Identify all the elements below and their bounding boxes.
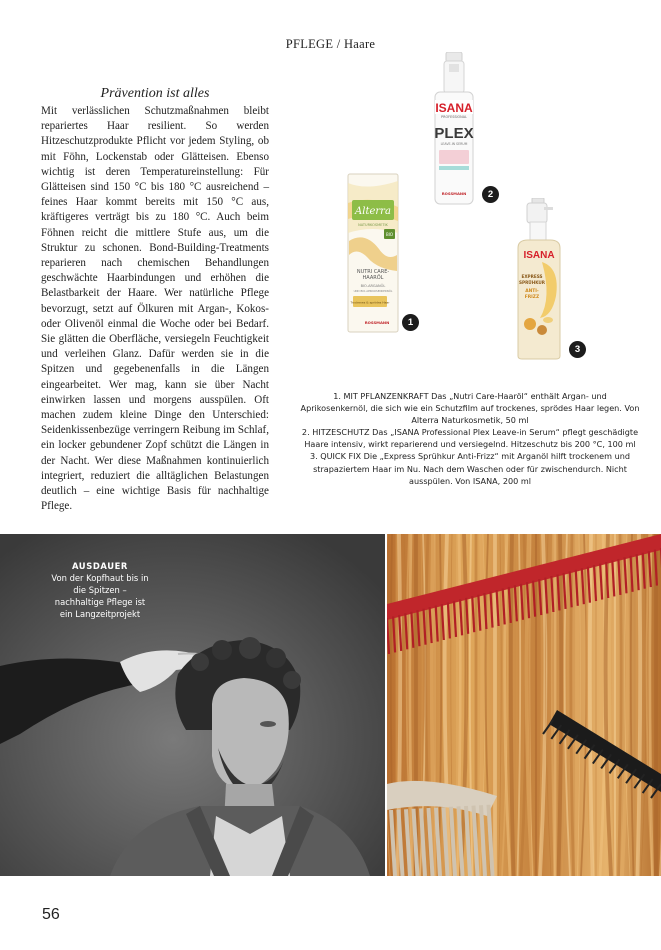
svg-text:NATURKOSMETIK: NATURKOSMETIK [358,223,388,227]
svg-text:FRIZZ: FRIZZ [524,295,540,300]
product-isana-plex-serum [431,52,477,208]
product-isana-spruehkur [512,198,566,360]
svg-text:HAARÖL: HAARÖL [362,275,384,281]
svg-text:NUTRI CARE-: NUTRI CARE- [356,269,390,275]
photo-caption-text: Von der Kopfhaut bis in die Spitzen – nachhaltige Pflege ist ein Langzeitprojekt [51,573,149,619]
photo-caption [50,560,150,620]
section-header: PFLEGE / Haare [285,37,376,51]
portrait-photo [0,534,385,876]
svg-text:ISANA: ISANA [523,250,555,261]
svg-text:ISANA: ISANA [435,101,473,115]
svg-text:BIO-ARGANÖL: BIO-ARGANÖL [360,284,386,288]
product-number-1: 1 [402,314,419,331]
svg-text:UND BIO-APRIKOSENKERNÖL: UND BIO-APRIKOSENKERNÖL [353,289,393,293]
caption-2: 2. HITZESCHUTZ Das „ISANA Professional Plex Leave-in Serum“ pflegt geschädigte Haare intensiv, wirkt reparierend und versiegelnd. Hitzeschutz bis 200 °C, 100 ml [301,427,639,450]
svg-text:PROFESSIONAL: PROFESSIONAL [441,115,467,119]
product-number-3: 3 [569,341,586,358]
svg-text:LEAVE-IN SERUM: LEAVE-IN SERUM [440,142,468,146]
caption-1: 1. MIT PFLANZENKRAFT Das „Nutri Care-Haaröl“ enthält Argan- und Aprikosenkernöl, die sich wie ein Schutzfilm auf trockenes, sprödes Haar legen. Von Alterra Naturkosmetik, 50 ml [300,391,640,426]
page-number: 56 [42,906,60,923]
svg-text:SPRÜHKUR: SPRÜHKUR [518,280,546,285]
article-heading: Prävention ist alles [100,86,210,101]
photo-caption-title: AUSDAUER [71,561,128,571]
svg-text:BIO: BIO [385,232,394,237]
article [41,86,269,514]
svg-text:ROSSMANN: ROSSMANN [364,320,390,325]
caption-3: 3. QUICK FIX Die „Express Sprühkur Anti-Frizz“ mit Arganöl hilft trockenem und strapaziertem Haar im Nu. Nach dem Waschen oder für zwischendurch. Nicht ausspülen. Von ISANA, 200 ml [309,451,631,486]
product-alterra-haaroel [347,173,399,333]
svg-text:ROSSMANN: ROSSMANN [441,191,467,196]
product-captions [300,390,640,487]
svg-text:Trockenes & sprödes Haar: Trockenes & sprödes Haar [350,300,390,305]
alterra-brand: Alterra [355,206,391,217]
hair-comb-photo [387,534,661,876]
product-number-2: 2 [482,186,499,203]
svg-text:ANTI-: ANTI- [525,289,539,294]
article-body: Mit verlässlichen Schutzmaßnahmen bleibt repariertes Haar resilient. So werden Hitzeschutzprodukte Pflicht vor jedem Styling, ob mit Föhn, Lockenstab oder Glätteisen. Ebenso wichtig ist deren Temperatureinstellung: Für Glätteisen sind 150 °C bis 180 °C ausreichend – feines Haar kommt bereits mit 150 °C aus, kräftigeres verträgt bis zu 180 °C. Auch beim Föhnen reicht die mittlere Stufe aus, um die Struktur zu schonen. Bond-Building-Treatments reparieren nach chemischen Behandlungen geschwächte Haarbindungen und erhöhen die Belastbarkeit der Haare. Wer natürliche Pflege bevorzugt, setzt auf Ölkuren mit Argan-, Kokos- oder Olivenöl einmal die Woche oder bei Bedarf. Sie glätten die Oberfläche, versiegeln Feuchtigkeit und verleihen Glanz. Dafür werden sie in die Spitzen und gegebenenfalls in die Längen eingearbeitet. Wer mag, kann sie über Nacht einwirken lassen und morgens ausspülen. Oft machen zudem kleine Dinge den Unterschied: Seidenkissenbezüge verringern Reibung im Schlaf, ein locker gebundener Zopf schützt die Längen in der Nacht. Wer diese Maßnahmen kontinuierlich integriert, reduziert die alltäglichen Belastungen deutlich – eine wichtige Basis für nachhaltige Pflege. [41,105,269,513]
svg-text:PLEX: PLEX [434,125,474,142]
svg-text:EXPRESS: EXPRESS [521,274,543,279]
